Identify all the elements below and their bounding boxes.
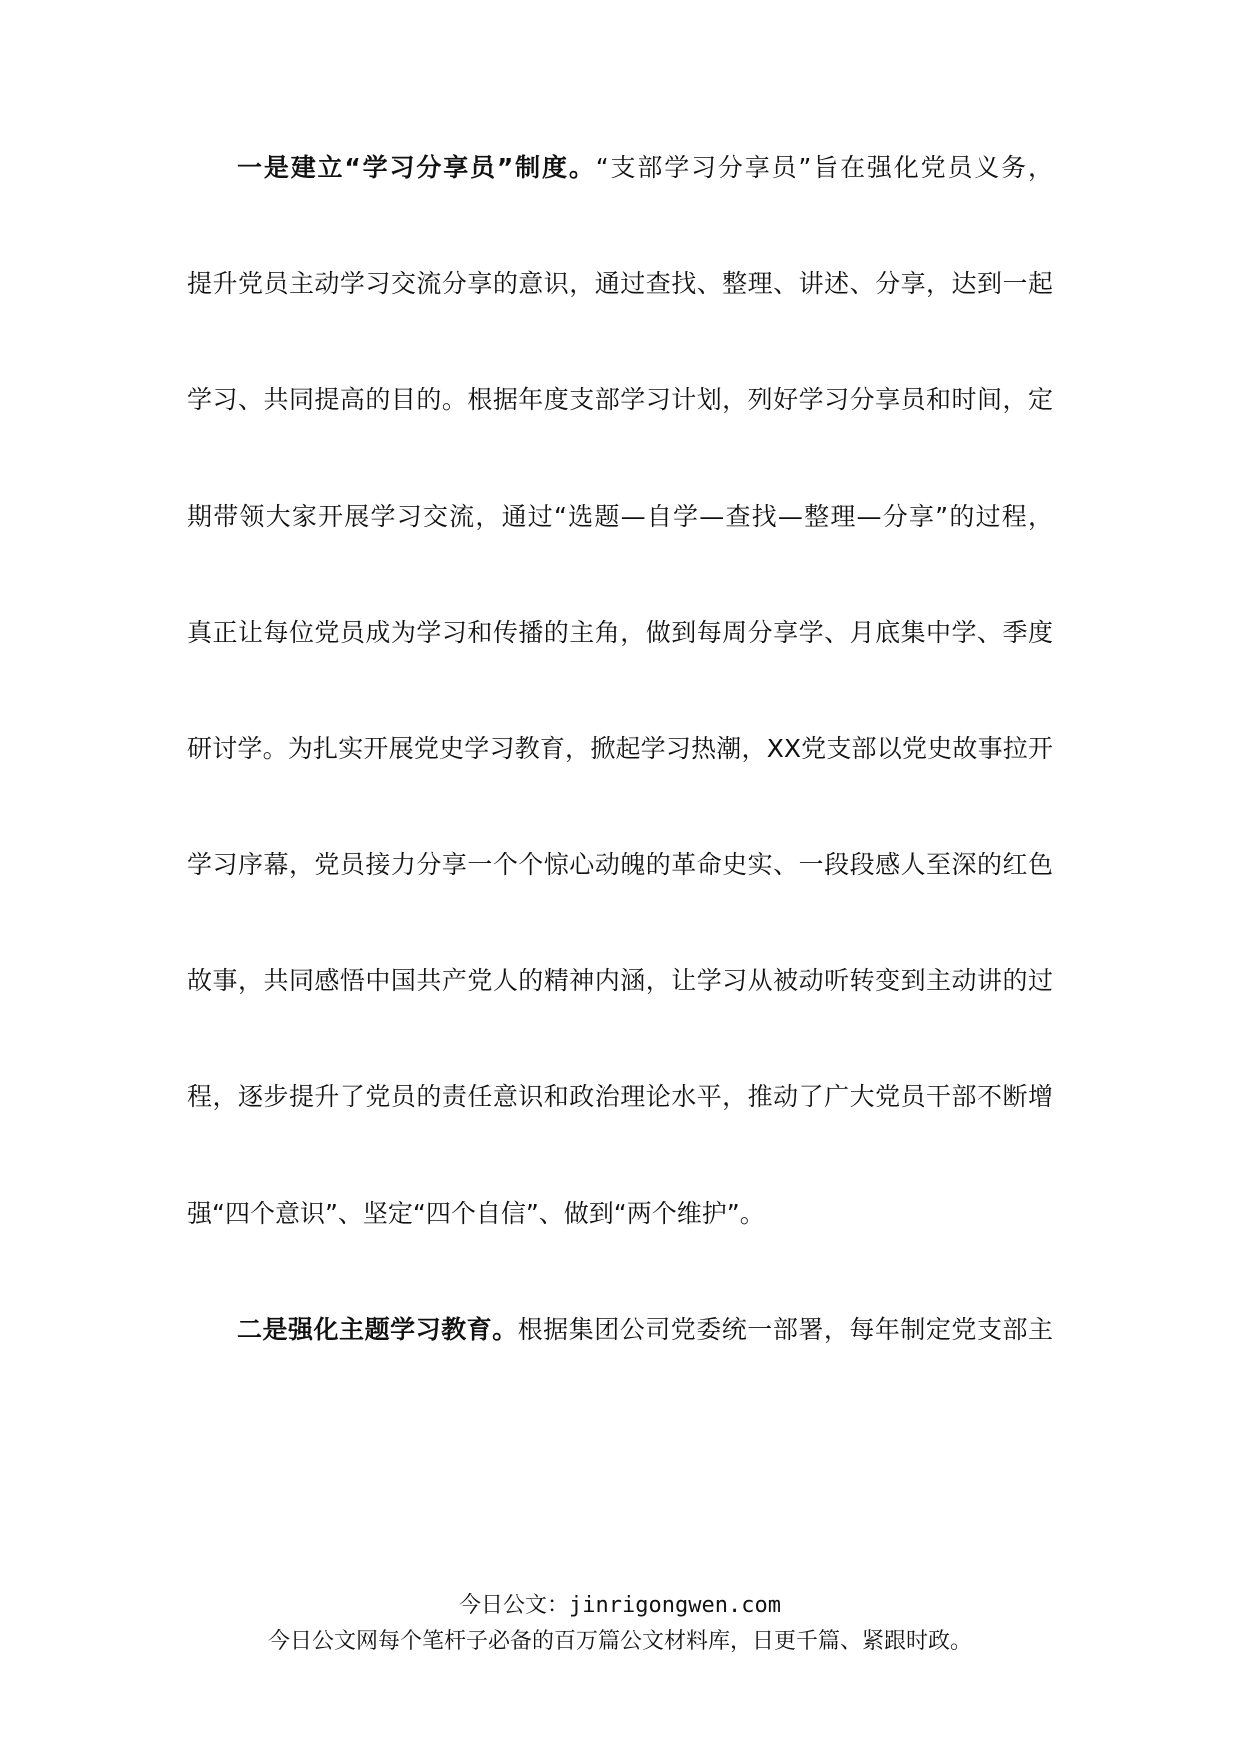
footer-site-label: 今日公文：: [459, 1593, 570, 1618]
paragraph-1-line-1: [237, 153, 1053, 183]
paragraph-1-line-2: 提升党员主动学习交流分享的意识，通过查找、整理、讲述、分享，达到一起: [187, 269, 1053, 298]
paragraph-1-lead: 一是建立“学习分享员”制度。: [237, 153, 596, 182]
paragraph-1-line-3: 学习、共同提高的目的。根据年度支部学习计划，列好学习分享员和时间，定: [187, 385, 1053, 414]
paragraph-2-first-line-rest: 根据集团公司党委统一部署，每年制定党支部主: [517, 1315, 1053, 1344]
paragraph-1-line-10: 强“四个意识”、坚定“四个自信”、做到“两个维护”。: [187, 1199, 765, 1228]
paragraph-1-line-4: 期带领大家开展学习交流，通过“选题—自学—查找—整理—分享”的过程，: [187, 502, 1053, 531]
paragraph-1-line-5: 真正让每位党员成为学习和传播的主角，做到每周分享学、月底集中学、季度: [187, 618, 1053, 647]
paragraph-2-lead: 二是强化主题学习教育。: [237, 1315, 518, 1344]
paragraph-1-line-9: 程，逐步提升了党员的责任意识和政治理论水平，推动了广大党员干部不断增: [187, 1082, 1053, 1111]
paragraph-1-line-8: 故事，共同感悟中国共产党人的精神内涵，让学习从被动听转变到主动讲的过: [187, 966, 1053, 995]
paragraph-1-line-7: 学习序幕，党员接力分享一个个惊心动魄的革命史实、一段段感人至深的红色: [187, 850, 1053, 879]
paragraph-2-line-1: [237, 1315, 1053, 1345]
footer-site-link[interactable]: jinrigongwen.com: [569, 1593, 781, 1618]
footer-site-line: [0, 1592, 1240, 1620]
paragraph-1-line-6: 研讨学。为扎实开展党史学习教育，掀起学习热潮，XX党支部以党史故事拉开: [187, 734, 1053, 763]
footer-tagline: 今日公文网每个笔杆子必备的百万篇公文材料库，日更千篇、紧跟时政。: [267, 1629, 972, 1654]
paragraph-1-first-line-rest: “支部学习分享员”旨在强化党员义务，: [595, 153, 1053, 182]
